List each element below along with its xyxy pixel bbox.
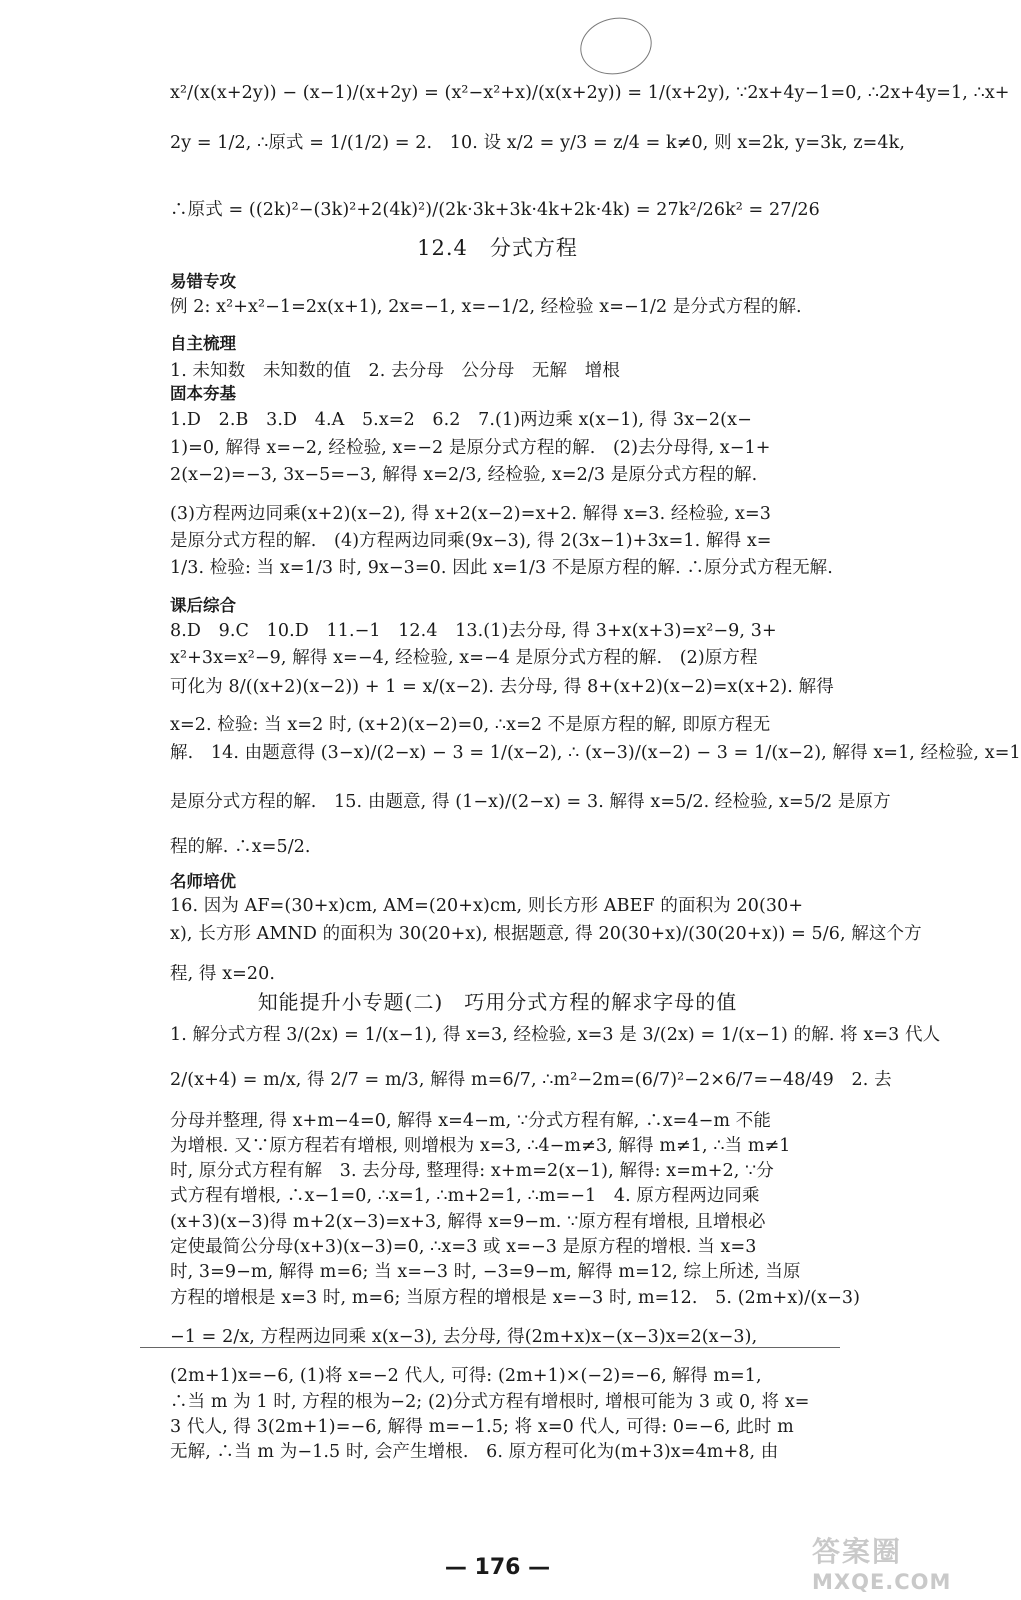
text-special-9: 时, 3=9−m, 解得 m=6; 当 x=−3 时, −3=9−m, 解得 m=12, 综上所述, 当原 (170, 1262, 801, 1282)
text-special-13: ∴当 m 为 1 时, 方程的根为−2; (2)分式方程有增根时, 增根可能为 3 或 0, 将 x= (170, 1392, 810, 1412)
text-special-6: 式方程有增根, ∴x−1=0, ∴x=1, ∴m+2=1, ∴m=−1 4. 原方程两边同乘 (170, 1186, 760, 1206)
heading-zizhu: 自主梳理 (170, 334, 236, 353)
text-kehou-5: 解. 14. 由题意得 (3−x)/(2−x) − 3 = 1/(x−2), ∴ (x−3)/(x−2) − 3 = 1/(x−2), 解得 x=1, 经检验, x=1 (170, 743, 1021, 763)
watermark-bottom-text: MXQE.COM (812, 1570, 952, 1594)
text-line-top-1: x²/(x(x+2y)) − (x−1)/(x+2y) = (x²−x²+x)/(x(x+2y)) = 1/(x+2y), ∵2x+4y−1=0, ∴2x+4y=1, ∴x+ (170, 83, 1010, 103)
text-kehou-7: 程的解. ∴x=5/2. (170, 837, 311, 857)
text-zizhu: 1. 未知数 未知数的值 2. 去分母 公分母 无解 增根 (170, 361, 620, 381)
text-special-5: 时, 原分式方程有解 3. 去分母, 整理得: x+m=2(x−1), 解得: x=m+2, ∵分 (170, 1161, 774, 1181)
watermark-logo (812, 1530, 982, 1594)
text-special-12: (2m+1)x=−6, (1)将 x=−2 代人, 可得: (2m+1)×(−2)=−6, 解得 m=1, (170, 1366, 762, 1386)
text-line-top-3: ∴原式 = ((2k)²−(3k)²+2(4k)²)/(2k·3k+3k·4k+2k·4k) = 27k²/26k² = 27/26 (170, 200, 820, 220)
text-kehou-6: 是原分式方程的解. 15. 由题意, 得 (1−x)/(2−x) = 3. 解得 x=5/2. 经检验, x=5/2 是原方 (170, 792, 891, 812)
page-number: — 176 — (444, 1555, 551, 1580)
text-special-3: 分母并整理, 得 x+m−4=0, 解得 x=4−m, ∵分式方程有解, ∴x=4−m 不能 (170, 1111, 771, 1131)
text-guben-4: (3)方程两边同乘(x+2)(x−2), 得 x+2(x−2)=x+2. 解得 x=3. 经检验, x=3 (170, 504, 772, 524)
scan-artifact-line (140, 1347, 840, 1348)
text-kehou-1: 8.D 9.C 10.D 11.−1 12.4 13.(1)去分母, 得 3+x(x+3)=x²−9, 3+ (170, 621, 777, 641)
text-special-14: 3 代人, 得 3(2m+1)=−6, 解得 m=−1.5; 将 x=0 代人, 可得: 0=−6, 此时 m (170, 1417, 794, 1437)
text-special-2: 2/(x+4) = m/x, 得 2/7 = m/3, 解得 m=6/7, ∴m²−2m=(6/7)²−2×6/7=−48/49 2. 去 (170, 1070, 892, 1090)
heading-kehou: 课后综合 (170, 596, 236, 615)
heading-mingshi: 名师培优 (170, 872, 236, 891)
text-line-top-2: 2y = 1/2, ∴原式 = 1/(1/2) = 2. 10. 设 x/2 = y/3 = z/4 = k≠0, 则 x=2k, y=3k, z=4k, (170, 133, 906, 153)
ink-stamp (575, 11, 657, 81)
text-special-8: 定使最简公分母(x+3)(x−3)=0, ∴x=3 或 x=−3 是原方程的增根. 当 x=3 (170, 1237, 757, 1257)
text-kehou-2: x²+3x=x²−9, 解得 x=−4, 经检验, x=−4 是原分式方程的解. (2)原方程 (170, 648, 758, 668)
heading-yicuo: 易错专攻 (170, 272, 236, 291)
special-topic-title: 知能提升小专题(二) 巧用分式方程的解求字母的值 (257, 990, 738, 1014)
text-kehou-3: 可化为 8/((x+2)(x−2)) + 1 = x/(x−2). 去分母, 得 8+(x+2)(x−2)=x(x+2). 解得 (170, 677, 834, 697)
text-special-1: 1. 解分式方程 3/(2x) = 1/(x−1), 得 x=3, 经检验, x=3 是 3/(2x) = 1/(x−1) 的解. 将 x=3 代人 (170, 1025, 941, 1045)
text-mingshi-2: x), 长方形 AMND 的面积为 30(20+x), 根据题意, 得 20(30+x)/(30(20+x)) = 5/6, 解这个方 (170, 924, 922, 944)
text-special-15: 无解, ∴当 m 为−1.5 时, 会产生增根. 6. 原方程可化为(m+3)x=4m+8, 由 (170, 1442, 779, 1462)
text-yicuo: 例 2: x²+x²−1=2x(x+1), 2x=−1, x=−1/2, 经检验 x=−1/2 是分式方程的解. (170, 297, 802, 317)
text-guben-5: 是原分式方程的解. (4)方程两边同乘(9x−3), 得 2(3x−1)+3x=1. 解得 x= (170, 531, 772, 551)
text-guben-3: 2(x−2)=−3, 3x−5=−3, 解得 x=2/3, 经检验, x=2/3 是原分式方程的解. (170, 465, 758, 485)
text-special-11: −1 = 2/x, 方程两边同乘 x(x−3), 去分母, 得(2m+x)x−(x−3)x=2(x−3), (170, 1327, 758, 1347)
heading-guben: 固本夯基 (170, 384, 236, 403)
text-kehou-4: x=2. 检验: 当 x=2 时, (x+2)(x−2)=0, ∴x=2 不是原方程的解, 即原方程无 (170, 715, 771, 735)
text-mingshi-1: 16. 因为 AF=(30+x)cm, AM=(20+x)cm, 则长方形 ABEF 的面积为 20(30+ (170, 896, 804, 916)
text-guben-1: 1.D 2.B 3.D 4.A 5.x=2 6.2 7.(1)两边乘 x(x−1), 得 3x−2(x− (170, 410, 752, 430)
text-guben-2: 1)=0, 解得 x=−2, 经检验, x=−2 是原分式方程的解. (2)去分母得, x−1+ (170, 438, 771, 458)
text-guben-6: 1/3. 检验: 当 x=1/3 时, 9x−3=0. 因此 x=1/3 不是原方程的解. ∴原分式方程无解. (170, 558, 833, 578)
text-mingshi-3: 程, 得 x=20. (170, 964, 276, 984)
text-special-7: (x+3)(x−3)得 m+2(x−3)=x+3, 解得 x=9−m. ∵原方程有增根, 且增根必 (170, 1212, 766, 1232)
text-special-4: 为增根. 又∵原方程若有增根, 则增根为 x=3, ∴4−m≠3, 解得 m≠1, ∴当 m≠1 (170, 1136, 791, 1156)
section-title: 12.4 分式方程 (417, 236, 578, 260)
watermark-top-text: 答案圈 (812, 1535, 903, 1568)
text-special-10: 方程的增根是 x=3 时, m=6; 当原方程的增根是 x=−3 时, m=12. 5. (2m+x)/(x−3) (170, 1288, 861, 1308)
